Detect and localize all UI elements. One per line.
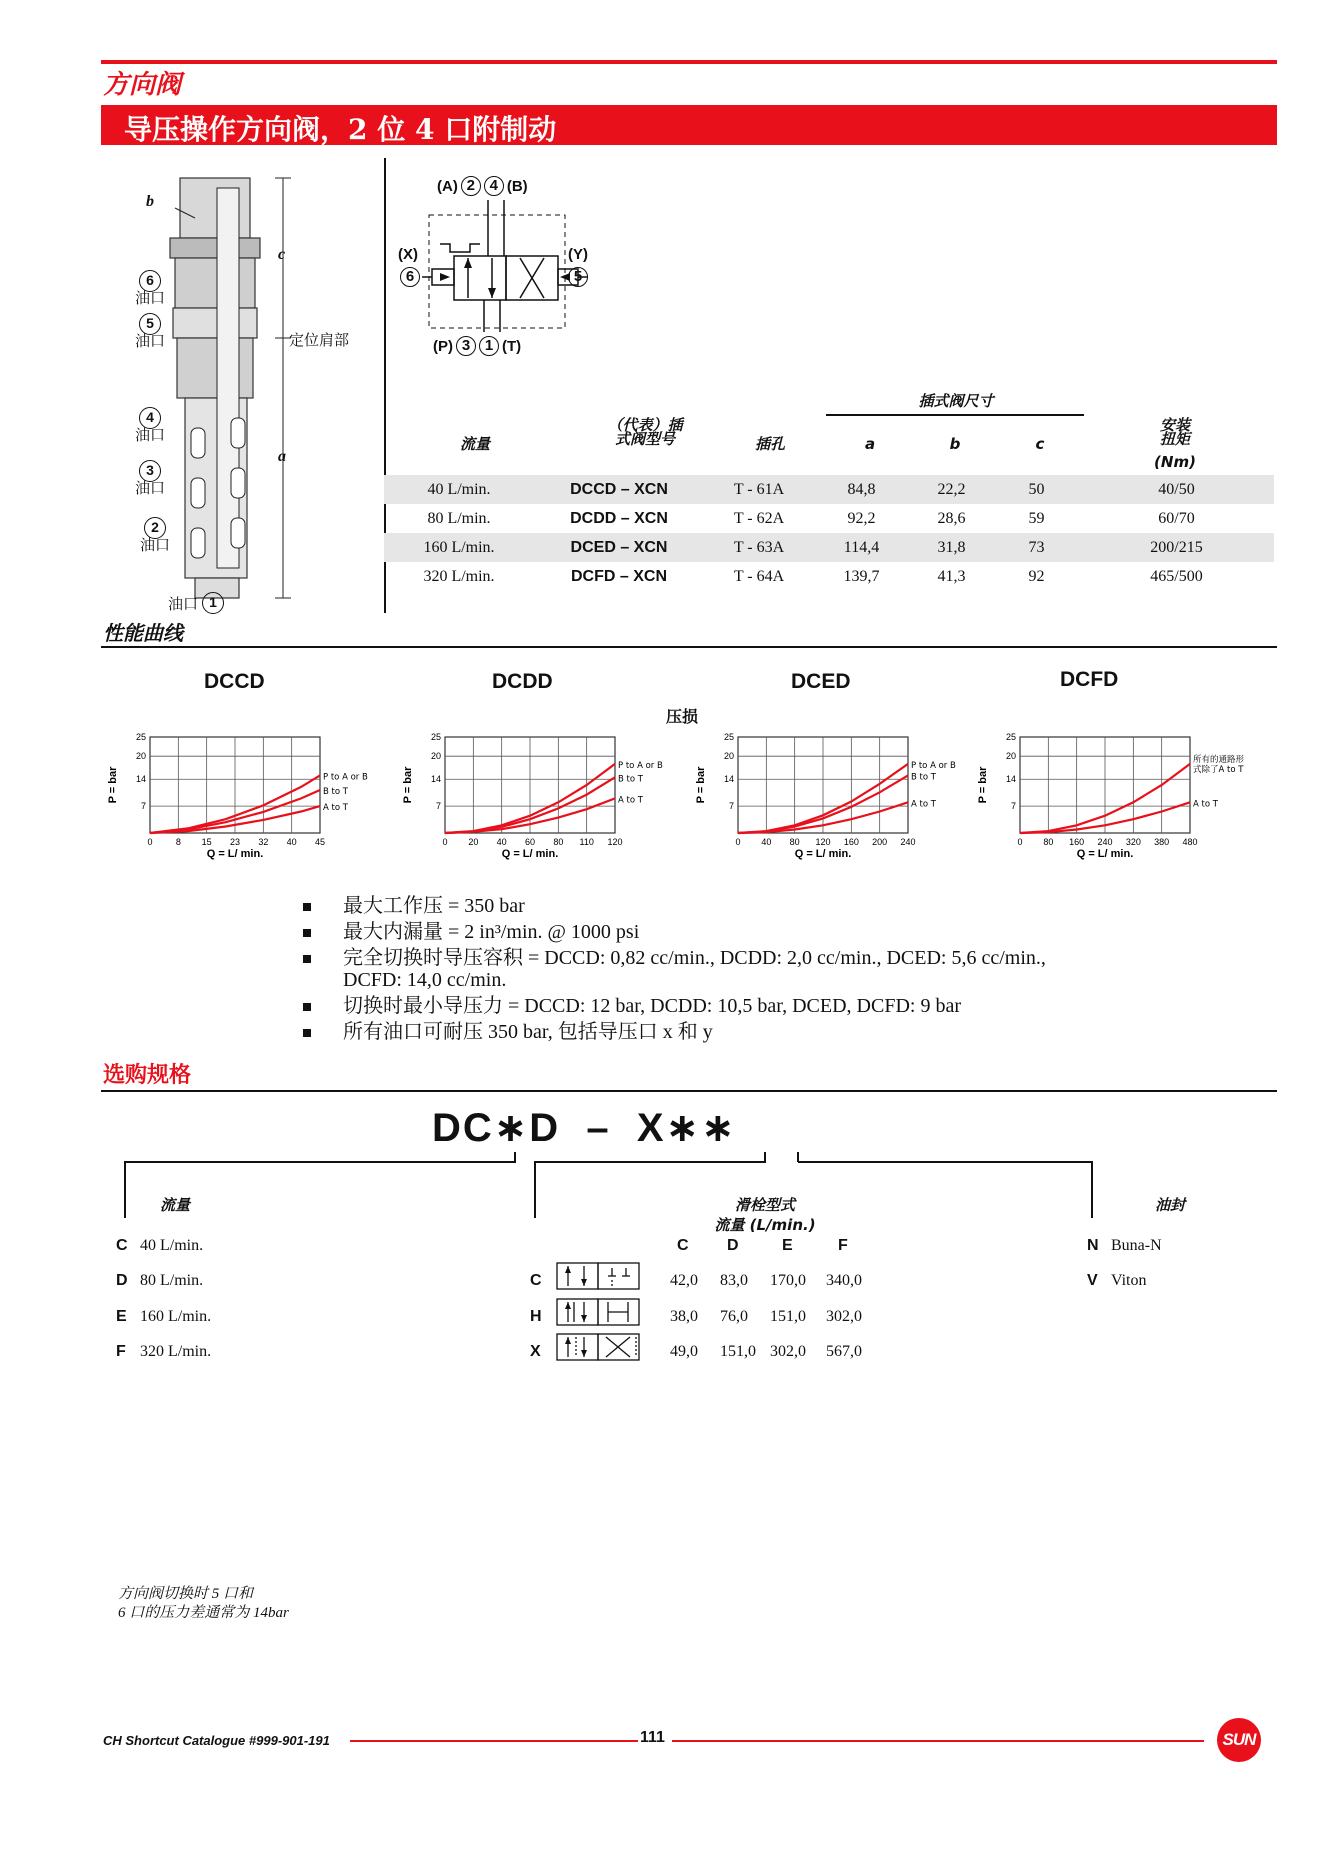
category-title: 方向阀 <box>103 70 182 100</box>
header-b: b <box>949 435 961 453</box>
x-tick-label: 200 <box>872 837 888 847</box>
header-torque-unit: (Nm) <box>1154 453 1196 471</box>
port-4: 4 油口 <box>134 409 165 444</box>
flow-option-label: 320 L/min. <box>140 1343 212 1360</box>
x-tick-label: 240 <box>900 837 916 847</box>
ordering-rule <box>101 1090 1277 1092</box>
catalogue-number: CH Shortcut Catalogue #999-901-191 <box>103 1733 330 1748</box>
spool-column-header: E <box>782 1237 793 1254</box>
spool-x-symbol-icon <box>556 1333 640 1361</box>
y-axis-label: P = bar <box>402 766 414 804</box>
code-bracket-lines <box>110 1148 1110 1218</box>
seal-option-code: V <box>1087 1272 1098 1289</box>
table-row: 40 L/min. DCCD – XCN T - 61A 84,8 22,2 50 40/50 <box>384 475 1274 504</box>
x-tick-label: 480 <box>1182 837 1198 847</box>
spool-flow-value: 170,0 <box>770 1272 806 1289</box>
flow-option-code: F <box>116 1343 126 1360</box>
page-number: 111 <box>640 1729 665 1746</box>
chart-title-dcfd: DCFD <box>1060 668 1119 691</box>
series-label: P to A or B <box>911 760 956 771</box>
x-tick-label: 8 <box>175 837 181 847</box>
x-tick-label: 45 <box>314 837 326 847</box>
footer-rule-right <box>672 1740 1204 1742</box>
page-title: 导压操作方向阀，2 位 4 口附制动 <box>124 113 557 146</box>
y-tick-label: 20 <box>1005 751 1016 762</box>
x-axis-label: Q = L/ min. <box>206 848 264 860</box>
dimension-group-header: 插式阀尺寸 <box>918 392 994 410</box>
x-tick-label: 0 <box>1017 837 1023 847</box>
dim-b-label: b <box>146 193 154 210</box>
flow-option-label: 160 L/min. <box>140 1308 212 1325</box>
y-tick-label: 14 <box>430 774 441 785</box>
x-tick-label: 0 <box>147 837 153 847</box>
x-tick-label: 15 <box>201 837 212 847</box>
port-5: 5 油口 <box>134 315 165 350</box>
flow-option-code: D <box>116 1272 128 1289</box>
footnote: 方向阀切换时 5 口和 6 口的压力差通常为 14bar <box>118 1586 289 1621</box>
chart-dccd <box>100 725 390 865</box>
model-code: DC∗D – X∗∗ <box>432 1106 737 1150</box>
series-label: A to T <box>1193 799 1218 810</box>
x-tick-label: 60 <box>524 837 536 847</box>
y-tick-label: 7 <box>728 801 734 812</box>
spool-flow-value: 76,0 <box>720 1308 748 1325</box>
list-item: 最大内漏量 = 2 in³/min. @ 1000 psi <box>303 919 1046 945</box>
hydraulic-symbol: (A) 2 4 (B) (X) 6 (Y) 5 (P) 3 1 (T) <box>392 170 602 360</box>
spool-option-code: H <box>530 1308 542 1325</box>
spool-flow-value: 42,0 <box>670 1272 698 1289</box>
header-flow: 流量 <box>459 435 490 453</box>
x-tick-label: 320 <box>1125 837 1141 847</box>
x-axis-label: Q = L/ min. <box>794 848 852 860</box>
table-row: 320 L/min. DCFD – XCN T - 64A 139,7 41,3 92 465/500 <box>423 567 1203 585</box>
spool-flow-value: 38,0 <box>670 1308 698 1325</box>
series-label: 所有的通路形 <box>1193 754 1245 765</box>
dimension-group-rule <box>826 414 1084 416</box>
x-tick-label: 120 <box>607 837 623 847</box>
flow-option-code: E <box>116 1308 127 1325</box>
performance-rule <box>101 646 1277 648</box>
x-tick-label: 80 <box>789 837 800 847</box>
y-tick-label: 25 <box>723 732 734 742</box>
port-3: 3 油口 <box>134 462 165 497</box>
spool-flow-value: 151,0 <box>770 1308 806 1325</box>
spool-option-code: X <box>530 1343 541 1360</box>
y-tick-label: 7 <box>1010 801 1016 812</box>
x-tick-label: 20 <box>468 837 479 847</box>
shoulder-label: 定位肩部 <box>289 333 350 349</box>
seal-options-header: 油封 <box>1154 1196 1185 1214</box>
spool-symbol-icon <box>392 170 602 360</box>
y-tick-label: 20 <box>135 751 146 762</box>
spool-c-symbol-icon <box>556 1262 640 1290</box>
x-tick-label: 40 <box>761 837 772 847</box>
header-a: a <box>864 435 876 453</box>
series-label: A to T <box>323 803 348 814</box>
y-tick-label: 25 <box>135 732 146 742</box>
header-torque: 安装扭矩 <box>1159 416 1190 448</box>
x-tick-label: 120 <box>815 837 831 847</box>
dim-c-label: c <box>278 246 286 263</box>
port-6: 6 油口 <box>134 272 165 307</box>
series-label: B to T <box>618 774 643 785</box>
list-item: 所有油口可耐压 350 bar, 包括导压口 x 和 y <box>303 1019 1046 1045</box>
y-axis-label: P = bar <box>695 766 707 804</box>
chart-dced <box>688 725 978 865</box>
x-tick-label: 240 <box>1097 837 1113 847</box>
series-label: B to T <box>911 772 936 783</box>
flow-option-label: 80 L/min. <box>140 1272 204 1289</box>
x-tick-label: 40 <box>496 837 507 847</box>
top-rule <box>101 60 1277 64</box>
flow-option-label: 40 L/min. <box>140 1237 204 1254</box>
x-axis-label: Q = L/ min. <box>1076 848 1134 860</box>
x-tick-label: 80 <box>553 837 564 847</box>
list-item: 切换时最小导压力 = DCCD: 12 bar, DCDD: 10,5 bar, DCED, DCFD: 9 bar <box>303 993 1046 1019</box>
x-tick-label: 80 <box>1043 837 1054 847</box>
series-label: 式除了A to T <box>1193 764 1244 775</box>
y-tick-label: 14 <box>1005 774 1016 785</box>
feature-list <box>303 893 1046 1045</box>
ordering-title: 选购规格 <box>103 1062 192 1088</box>
chart-title-dcdd: DCDD <box>492 670 553 693</box>
spool-h-symbol-icon <box>556 1298 640 1326</box>
dim-a-label: a <box>278 448 286 465</box>
x-tick-label: 32 <box>258 837 269 847</box>
spool-flow-value: 151,0 <box>720 1343 756 1360</box>
performance-title: 性能曲线 <box>103 621 183 645</box>
chart-title-dccd: DCCD <box>204 670 265 693</box>
y-tick-label: 20 <box>723 751 734 762</box>
seal-option-label: Viton <box>1111 1272 1147 1289</box>
spool-flow-subheader: 流量 (L/min.) <box>714 1216 816 1234</box>
pressure-drop-label: 压损 <box>666 709 699 726</box>
series-label: A to T <box>618 795 643 806</box>
list-item: 最大工作压 = 350 bar <box>303 893 1046 919</box>
spool-options-header: 滑栓型式 <box>734 1196 795 1214</box>
y-axis-label: P = bar <box>977 766 989 804</box>
header-c: c <box>1035 435 1045 453</box>
y-tick-label: 20 <box>430 751 441 762</box>
spool-flow-value: 567,0 <box>826 1343 862 1360</box>
x-axis-label: Q = L/ min. <box>501 848 559 860</box>
series-label: B to T <box>323 786 348 797</box>
y-tick-label: 25 <box>1005 732 1016 742</box>
x-tick-label: 23 <box>229 837 241 847</box>
port-2: 2 油口 <box>139 519 170 554</box>
spool-column-header: F <box>838 1237 848 1254</box>
y-tick-label: 7 <box>435 801 441 812</box>
spool-flow-value: 340,0 <box>826 1272 862 1289</box>
x-tick-label: 110 <box>579 837 594 847</box>
spool-column-header: D <box>727 1237 739 1254</box>
x-tick-label: 160 <box>843 837 859 847</box>
chart-dcdd <box>395 725 685 865</box>
list-item: 完全切换时导压容积 = DCCD: 0,82 cc/min., DCDD: 2,0 cc/min., DCED: 5,6 cc/min., <box>303 945 1046 971</box>
y-axis-label: P = bar <box>107 766 119 804</box>
spool-flow-value: 302,0 <box>770 1343 806 1360</box>
series-label: P to A or B <box>618 760 663 771</box>
y-tick-label: 14 <box>723 774 734 785</box>
spool-flow-value: 302,0 <box>826 1308 862 1325</box>
seal-option-code: N <box>1087 1237 1099 1254</box>
port-1: 油口 1 <box>168 592 224 614</box>
x-tick-label: 0 <box>735 837 741 847</box>
y-tick-label: 14 <box>135 774 146 785</box>
spool-column-header: C <box>677 1237 689 1254</box>
x-tick-label: 0 <box>442 837 448 847</box>
spec-table <box>384 475 1274 591</box>
header-model: （代表）插式阀型号 <box>607 416 683 448</box>
sun-logo: SUN <box>1217 1718 1261 1762</box>
seal-option-label: Buna-N <box>1111 1237 1162 1254</box>
flow-option-code: C <box>116 1237 128 1254</box>
table-row: 80 L/min. DCDD – XCN T - 62A 92,2 28,6 59 60/70 <box>427 509 1195 527</box>
spool-flow-value: 83,0 <box>720 1272 748 1289</box>
x-tick-label: 40 <box>286 837 297 847</box>
y-tick-label: 7 <box>140 801 146 812</box>
table-row: 160 L/min. DCED – XCN T - 63A 114,4 31,8 73 200/215 <box>384 533 1274 562</box>
chart-title-dced: DCED <box>791 670 851 693</box>
footer-rule-left <box>350 1740 638 1742</box>
list-item-continuation: DCFD: 14,0 cc/min. <box>343 969 507 991</box>
series-label: P to A or B <box>323 772 368 783</box>
y-tick-label: 25 <box>430 732 441 742</box>
spool-option-code: C <box>530 1272 542 1289</box>
flow-options-header: 流量 <box>159 1196 190 1214</box>
spool-flow-value: 49,0 <box>670 1343 698 1360</box>
chart-dcfd <box>970 725 1270 865</box>
header-cavity: 插孔 <box>754 435 785 453</box>
series-label: A to T <box>911 799 936 810</box>
x-tick-label: 160 <box>1069 837 1085 847</box>
x-tick-label: 380 <box>1154 837 1170 847</box>
